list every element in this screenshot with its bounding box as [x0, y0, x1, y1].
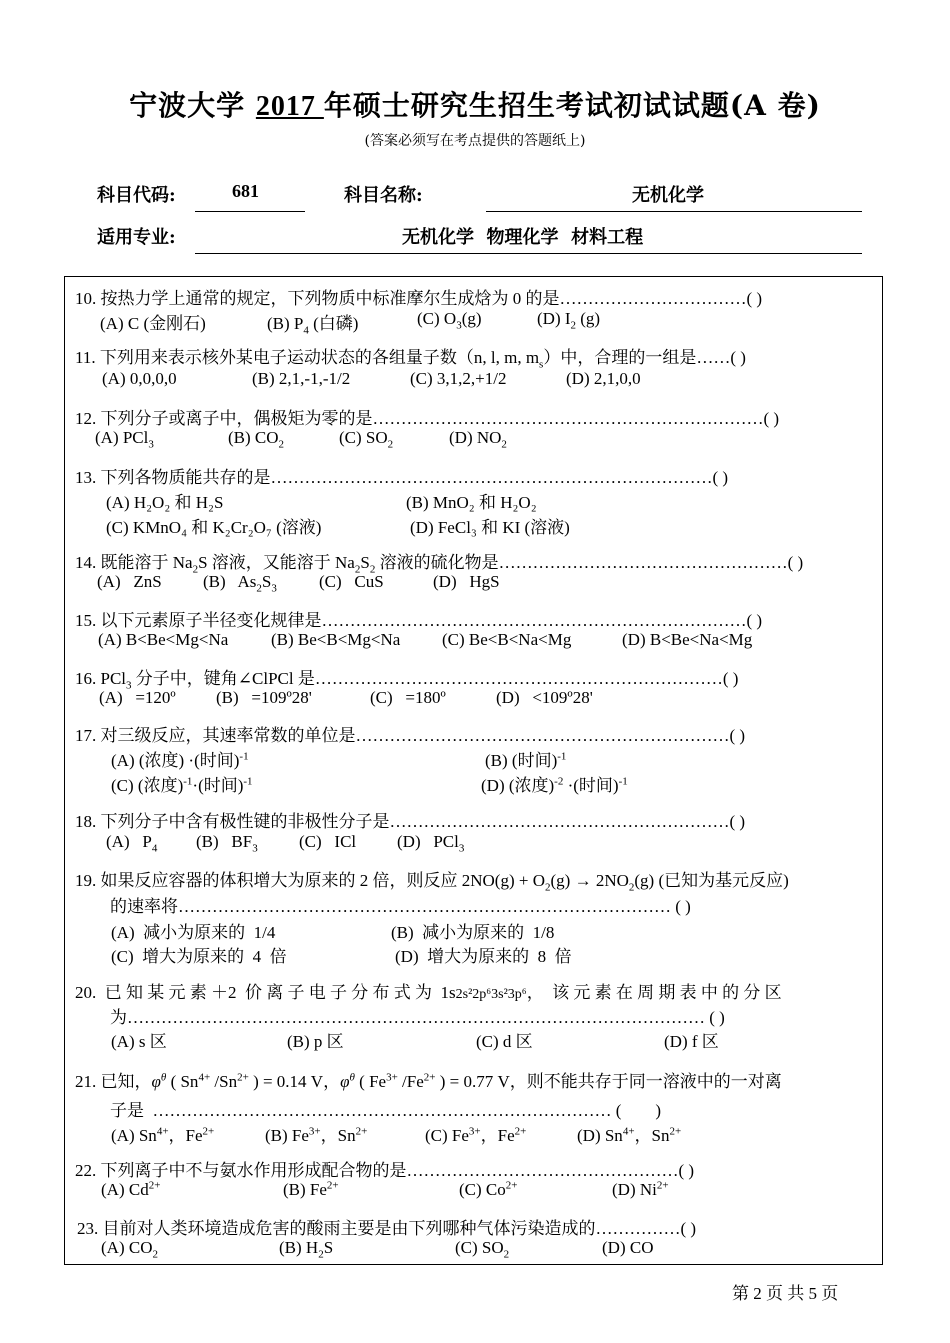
q19-option-b: (B) 减小为原来的 1/8 [391, 923, 555, 942]
title-year: 2017 [255, 91, 324, 122]
q15-stem: 15. 以下元素原子半径变化规律是…………………………………………………………………( ) [75, 611, 763, 630]
q19-option-c: (C) 增大为原来的 4 倍 [111, 947, 287, 966]
subject-name-underline [486, 211, 862, 212]
page-number: 第 2 页 共 5 页 [732, 1284, 839, 1303]
q22-option-a: (A) $Cd^{2+}$ [101, 1179, 161, 1199]
q19-stem: 19. 如果反应容器的体积增大为原来的 2 倍，则反应 $2NO(g) + O_2(g) \to 2NO_2(g)$ (已知为基元反应) [75, 871, 789, 894]
q10-option-c: (C) $O_3(g)$ [417, 309, 482, 332]
subject-code-value: 681 [232, 181, 259, 201]
subject-name-label: 科目名称: [344, 185, 423, 206]
subject-name-value: 无机化学 [632, 185, 704, 206]
q10-option-d: (D) $I_2$ (g) [537, 309, 601, 332]
q16-option-b: (B) =109º28' [216, 688, 312, 707]
q20-option-a: (A) s 区 [111, 1032, 167, 1051]
q18-option-a: (A) $P_4$ [106, 832, 158, 855]
q11-stem: 11. 下列用来表示核外某电子运动状态的各组量子数（n, l, m, $m_s$）中，合理的一组是……( ) [75, 348, 746, 371]
q21-option-b: (B) $Fe^{3+}$，$Sn^{2+}$ [265, 1125, 368, 1145]
q19-option-a: (A) 减小为原来的 1/4 [111, 923, 276, 942]
q20-stem-line2: 为………………………………………………………………………………………… ( ) [110, 1008, 725, 1027]
q10-option-b: (B) $P_4$ (白磷) [267, 314, 359, 337]
q13-option-d: (D) FeCl₃ 和 KI (溶液) [410, 518, 570, 537]
q15-option-c: (C) Be<B<Na<Mg [442, 630, 572, 649]
q13-option-c: (C) KMnO₄ 和 K₂Cr₂O₇ (溶液) [106, 518, 322, 537]
answer-note: (答案必须写在考点提供的答题纸上) [364, 133, 586, 149]
q17-option-a: (A) (浓度) ·(时间)$^{-1}$ [111, 750, 249, 770]
q13-option-a: (A) H₂O₂ 和 H₂S [106, 493, 224, 512]
major-label: 适用专业: [97, 227, 176, 248]
q17-stem: 17. 对三级反应，其速率常数的单位是…………………………………………………………( ) [75, 726, 746, 745]
q21-option-a: (A) $Sn^{4+}$，$Fe^{2+}$ [111, 1125, 215, 1145]
q14-option-b: (B) $As_2S_3$ [203, 572, 277, 595]
subject-code-underline [195, 211, 305, 212]
q23-option-a: (A) $CO_2$ [101, 1238, 158, 1261]
q11-option-c: (C) 3,1,2,+1/2 [410, 369, 507, 388]
major-underline [195, 253, 862, 254]
q23-option-d: (D) CO [602, 1238, 654, 1257]
exam-title [0, 84, 950, 124]
q14-stem: 14. 既能溶于 $Na_2S$ 溶液，又能溶于 $Na_2S_2$ 溶液的硫化物是……………………………………………( ) [75, 553, 804, 576]
major-value: 无机化学 物理化学 材料工程 [402, 227, 644, 248]
q18-stem: 18. 下列分子中含有极性键的非极性分子是……………………………………………………( ) [75, 812, 746, 831]
q23-stem: 23. 目前对人类环境造成危害的酸雨主要是由下列哪种气体污染造成的……………( ) [77, 1219, 697, 1238]
q12-option-b: (B) $CO_2$ [228, 428, 285, 451]
q23-option-b: (B) $H_2S$ [279, 1238, 334, 1261]
q11-option-d: (D) 2,1,0,0 [566, 369, 641, 388]
q20-stem: 20. 已 知 某 元 素 ＋2 价 离 子 电 子 分 布 式 为 1s2s²2p⁶3s²3p⁶， 该 元 素 在 周 期 表 中 的 分 区 [75, 983, 782, 1002]
q21-stem-line2: 子是 ……………………………………………………………………… ( ) [110, 1101, 662, 1120]
q17-option-c: (C) (浓度)$^{-1}$·(时间)$^{-1}$ [111, 775, 253, 795]
q20-option-b: (B) p 区 [287, 1032, 344, 1051]
q21-option-c: (C) $Fe^{3+}$，$Fe^{2+}$ [425, 1125, 527, 1145]
q10-stem: 10. 按热力学上通常的规定，下列物质中标准摩尔生成焓为 0 的是……………………………( ) [75, 289, 763, 308]
q16-stem: 16. PCl$_3$ 分子中，键角∠ClPCl 是………………………………………………………………( ) [75, 669, 739, 692]
q15-option-d: (D) B<Be<Na<Mg [622, 630, 753, 649]
q16-option-a: (A) =120º [99, 688, 176, 707]
q12-stem: 12. 下列分子或离子中，偶极矩为零的是……………………………………………………………( ) [75, 409, 780, 428]
q16-option-d: (D) <109º28' [496, 688, 593, 707]
q14-option-c: (C) CuS [319, 572, 384, 591]
q18-option-c: (C) ICl [299, 832, 357, 851]
q11-option-a: (A) 0,0,0,0 [102, 369, 177, 388]
q12-option-a: (A) PCl$_3$ [95, 428, 154, 451]
q18-option-b: (B) $BF_3$ [196, 832, 258, 855]
q22-option-c: (C) $Co^{2+}$ [459, 1179, 518, 1199]
q19-stem-line2: 的速率将…………………………………………………………………………… ( ) [110, 897, 691, 916]
q14-option-d: (D) HgS [433, 572, 500, 591]
subject-code-label: 科目代码: [97, 185, 176, 206]
q13-option-b: (B) MnO₂ 和 H₂O₂ [406, 493, 537, 512]
q13-stem: 13. 下列各物质能共存的是……………………………………………………………………( ) [75, 468, 729, 487]
q22-stem: 22. 下列离子中不与氨水作用形成配合物的是…………………………………………( ) [75, 1161, 695, 1180]
q23-option-c: (C) $SO_2$ [455, 1238, 510, 1261]
q15-option-b: (B) Be<B<Mg<Na [271, 630, 401, 649]
q22-option-d: (D) $Ni^{2+}$ [612, 1179, 669, 1199]
q15-option-a: (A) B<Be<Mg<Na [98, 630, 229, 649]
q16-option-c: (C) =180º [370, 688, 446, 707]
q20-option-c: (C) d 区 [476, 1032, 533, 1051]
q18-option-d: (D) PCl$_3$ [397, 832, 465, 855]
q10-option-a: (A) C (金刚石) [100, 314, 206, 333]
q22-option-b: (B) $Fe^{2+}$ [283, 1179, 339, 1199]
q12-option-c: (C) $SO_2$ [339, 428, 394, 451]
q21-stem: 21. 已知，$\varphi^\theta$ ( $Sn^{4+}$ $/Sn^{2+}$ ) = 0.14 V，$\varphi^\theta$ ( $Fe^{3+}$ $/Fe^{2+}$ ) = 0.77 V，则不能共存于同一溶液中的一对离 [75, 1071, 782, 1091]
q12-option-d: (D) $NO_2$ [449, 428, 507, 451]
title-prefix: 宁波大学 [129, 89, 256, 122]
q17-option-d: (D) (浓度)$^{-2}$ ·(时间)$^{-1}$ [481, 775, 628, 795]
q17-option-b: (B) (时间)$^{-1}$ [485, 750, 567, 770]
q19-option-d: (D) 增大为原来的 8 倍 [395, 947, 572, 966]
q14-option-a: (A) ZnS [97, 572, 162, 591]
title-suffix: 年硕士研究生招生考试初试试题(A 卷) [323, 89, 821, 122]
q11-option-b: (B) 2,1,-1,-1/2 [252, 369, 351, 388]
q20-option-d: (D) f 区 [664, 1032, 719, 1051]
q21-option-d: (D) $Sn^{4+}$，$Sn^{2+}$ [577, 1125, 682, 1145]
